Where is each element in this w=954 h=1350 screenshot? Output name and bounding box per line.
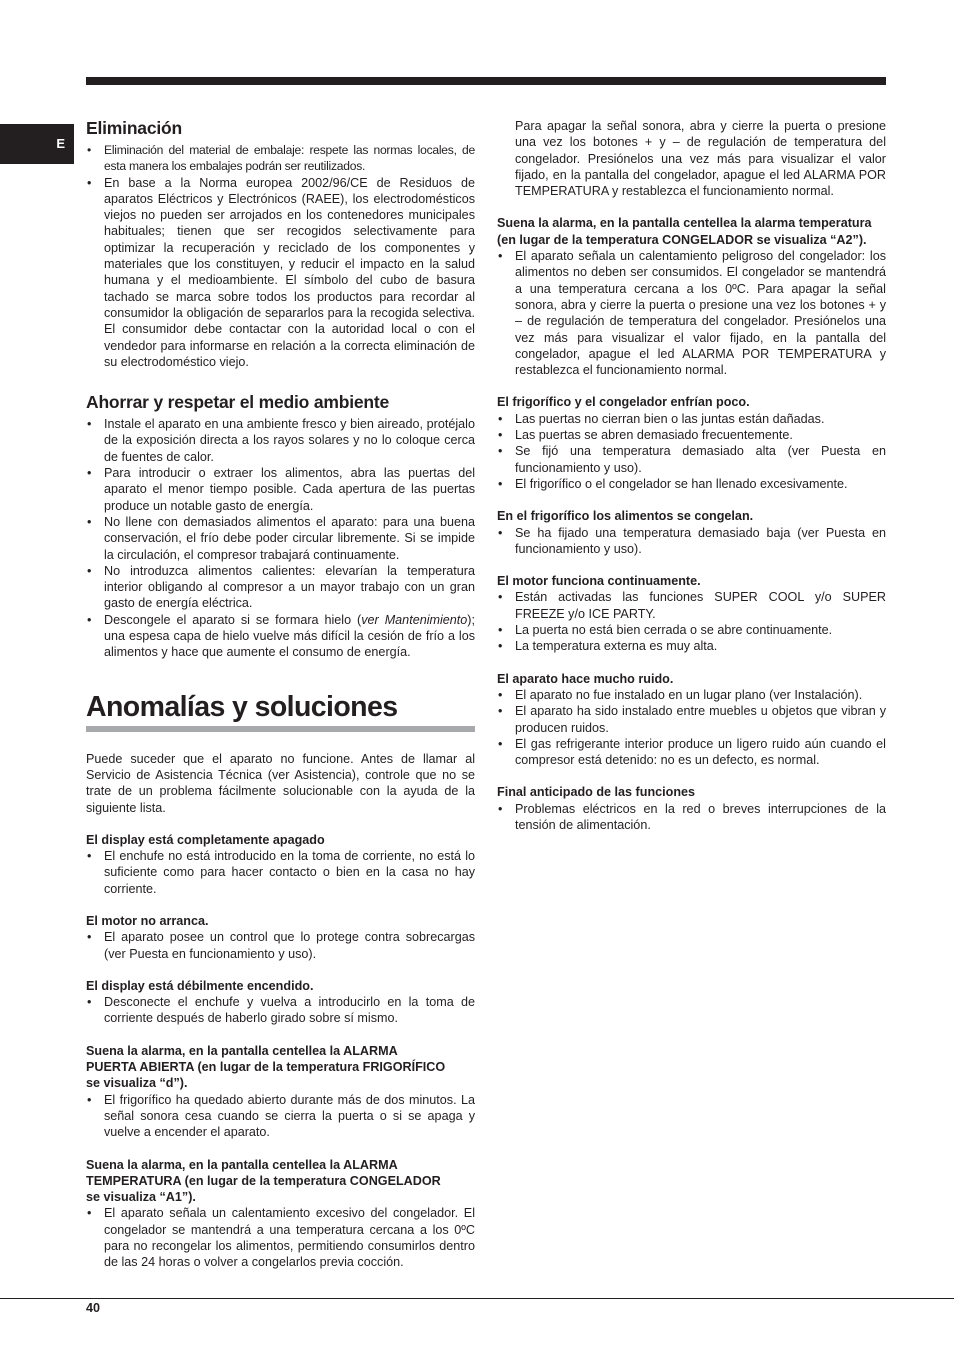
list-item: • No llene con demasiados alimentos el aparato: para una buena conservación, el frío debe poder circular libremente. Si se impide la circulación, el compresor trabajará continuamente. xyxy=(86,514,475,563)
list-item: • El gas refrigerante interior produce un ligero ruido aún cuando el compresor está detenido: no es un defecto, es normal. xyxy=(497,736,886,769)
list-item: • No introduzca alimentos calientes: elevarían la temperatura interior obligando al compresor a un mayor trabajo con un gran gasto de energía eléctrica. xyxy=(86,563,475,612)
section-title-eliminacion: Eliminación xyxy=(86,118,183,138)
ahorrar-list xyxy=(86,416,475,660)
eliminacion-list xyxy=(86,142,475,370)
problem-list xyxy=(497,801,886,834)
problem-title: El display está débilmente encendido. xyxy=(86,978,314,993)
list-item: • Las puertas se abren demasiado frecuentemente. xyxy=(497,427,886,443)
problem-list xyxy=(86,1092,475,1141)
header-rule xyxy=(86,77,886,85)
list-item: • El frigorífico o el congelador se han llenado excesivamente. xyxy=(497,476,886,492)
problem-title: El display está completamente apagado xyxy=(86,832,325,847)
list-item: • Se ha fijado una temperatura demasiado baja (ver Puesta en funcionamiento y uso). xyxy=(497,525,886,558)
list-item: • En base a la Norma europea 2002/96/CE de Residuos de aparatos Eléctricos y Electrónicos (RAEE), los electrodomésticos viejos no pueden ser arrojados en los contenedores municipales habituales; tienen que ser recogidos selectivamente para optimizar la recuperación y reciclado de los componentes y materiales que los constituyen, y reducir el impacto en la salud humana y el medioambiente. El símbolo del cubo de basura tachado se marca sobre todos los productos para recordar al consumidor la obligación de separarlos para la recogida selectiva. El consumidor debe contactar con la autoridad local o con el vendedor para informarse en relación a la correcta eliminación de su electrodoméstico viejo. xyxy=(86,175,475,371)
list-item: • El frigorífico ha quedado abierto durante más de dos minutos. La señal sonora cesa cuando se cierra la puerta o si se apaga y vuelve a encender el aparato. xyxy=(86,1092,475,1141)
problem-list xyxy=(497,589,886,654)
problem-title: El aparato hace mucho ruido. xyxy=(497,671,674,686)
list-item: • El aparato no fue instalado en un lugar plano (ver Instalación). xyxy=(497,687,886,703)
list-item: • Problemas eléctricos en la red o breves interrupciones de la tensión de alimentación. xyxy=(497,801,886,834)
problem-list xyxy=(86,929,475,962)
list-item: • El aparato ha sido instalado entre muebles u objetos que vibran y producen ruidos. xyxy=(497,703,886,736)
list-item: • El enchufe no está introducido en la toma de corriente, no está lo suficiente como para hacer contacto o bien en la casa no hay corriente. xyxy=(86,848,475,897)
left-column xyxy=(86,118,475,1271)
problem-title: El frigorífico y el congelador enfrían poco. xyxy=(497,395,750,410)
text-run: ); una espesa capa de hielo vuelve más difícil la cesión de frío a los alimentos y hace que aumente el consumo de energía. xyxy=(104,612,475,660)
list-item: • Se fijó una temperatura demasiado alta (ver Puesta en funcionamiento y uso). xyxy=(497,443,886,476)
problem-title: Suena la alarma, en la pantalla centellea la alarma temperatura (en lugar de la temperatura CONGELADOR se visualiza “A2”). xyxy=(497,216,872,247)
section-title-ahorrar: Ahorrar y respetar el medio ambiente xyxy=(86,392,390,413)
list-item: • Instale el aparato en una ambiente fresco y bien aireado, protéjalo de la exposición directa a los rayos solares y no lo coloque cerca de fuentes de calor. xyxy=(86,416,475,465)
problem-title: Final anticipado de las funciones xyxy=(497,785,696,800)
list-item: • La puerta no está bien cerrada o se abre continuamente. xyxy=(497,622,886,638)
page-number: 40 xyxy=(86,1301,101,1315)
footer-rule xyxy=(0,1298,954,1299)
problem-list xyxy=(86,848,475,897)
list-item: • La temperatura externa es muy alta. xyxy=(497,638,886,654)
title-underline xyxy=(86,726,475,732)
problem-title: Suena la alarma, en la pantalla centellea la ALARMA PUERTA ABIERTA (en lugar de la temperatura FRIGORÍFICO se visualiza “d”). xyxy=(86,1043,446,1091)
problem-list xyxy=(497,248,886,378)
problem-title: El motor funciona continuamente. xyxy=(497,574,701,589)
list-item: • Están activadas las funciones SUPER COOL y/o SUPER FREEZE y/o ICE PARTY. xyxy=(497,589,886,622)
problem-title: En el frigorífico los alimentos se congelan. xyxy=(497,509,754,524)
page-title: Anomalías y soluciones xyxy=(86,690,398,723)
problem-list xyxy=(86,994,475,1027)
list-item: • El aparato señala un calentamiento excesivo del congelador. El congelador se mantendrá a una temperatura cercana a los 0ºC para no recongelar los alimentos, permitiendo consumirlos dentro de las 24 horas o volver a congelarlos previa cocción. xyxy=(86,1205,475,1270)
list-item: • Las puertas no cierran bien o las juntas están dañadas. xyxy=(497,411,886,427)
list-item: • Desconecte el enchufe y vuelva a introducirlo en la toma de corriente después de haberlo girado sobre sí mismo. xyxy=(86,994,475,1027)
continued-paragraph: Para apagar la señal sonora, abra y cierre la puerta o presione una vez los botones + y – de regulación de temperatura del congelador. Presiónelos una vez más para visualizar el valor fijado, en la pantalla del congelador, apague el led ALARMA POR TEMPERATURA y restablezca el funcionamiento normal. xyxy=(515,119,886,199)
list-item: • Eliminación del material de embalaje: respete las normas locales, de esta manera los embalajes podrán ser reutilizados. xyxy=(86,142,475,175)
right-column xyxy=(497,118,886,833)
problem-title: Suena la alarma, en la pantalla centellea la ALARMA TEMPERATURA (en lugar de la temperatura CONGELADOR se visualiza “A1”). xyxy=(86,1157,441,1205)
problem-list xyxy=(497,525,886,558)
problem-title: El motor no arranca. xyxy=(86,913,209,928)
list-item: • El aparato posee un control que lo protege contra sobrecargas (ver Puesta en funcionamiento y uso). xyxy=(86,929,475,962)
cross-reference: ver Mantenimiento xyxy=(361,612,468,627)
problem-list xyxy=(86,1205,475,1270)
text-run: Descongele el aparato si se formara hielo ( xyxy=(104,612,362,627)
problem-list xyxy=(497,687,886,768)
language-tab: E xyxy=(0,124,74,164)
list-item: • El aparato señala un calentamiento peligroso del congelador: los alimentos no deben ser consumidos. El congelador se mantendrá a una temperatura cercana a los 0ºC. Para apagar la señal sonora, abra y cierre la puerta o presione una vez los botones + y – de regulación de temperatura del congelador. Presiónelos una vez más para visualizar el valor fijado, en la pantalla del congelador, apague el led ALARMA POR TEMPERATURA y restablezca el funcionamiento normal. xyxy=(497,248,886,378)
list-item: • Para introducir o extraer los alimentos, abra las puertas del aparato el menor tiempo posible. Cada apertura de las puertas produce un notable gasto de energía. xyxy=(86,465,475,514)
problem-list xyxy=(497,411,886,492)
list-item xyxy=(86,612,475,661)
intro-paragraph: Puede suceder que el aparato no funcione. Antes de llamar al Servicio de Asistencia Técnica (ver Asistencia), controle que no se trate de un problema fácilmente solucionable con la ayuda de la siguiente lista. xyxy=(86,751,475,815)
